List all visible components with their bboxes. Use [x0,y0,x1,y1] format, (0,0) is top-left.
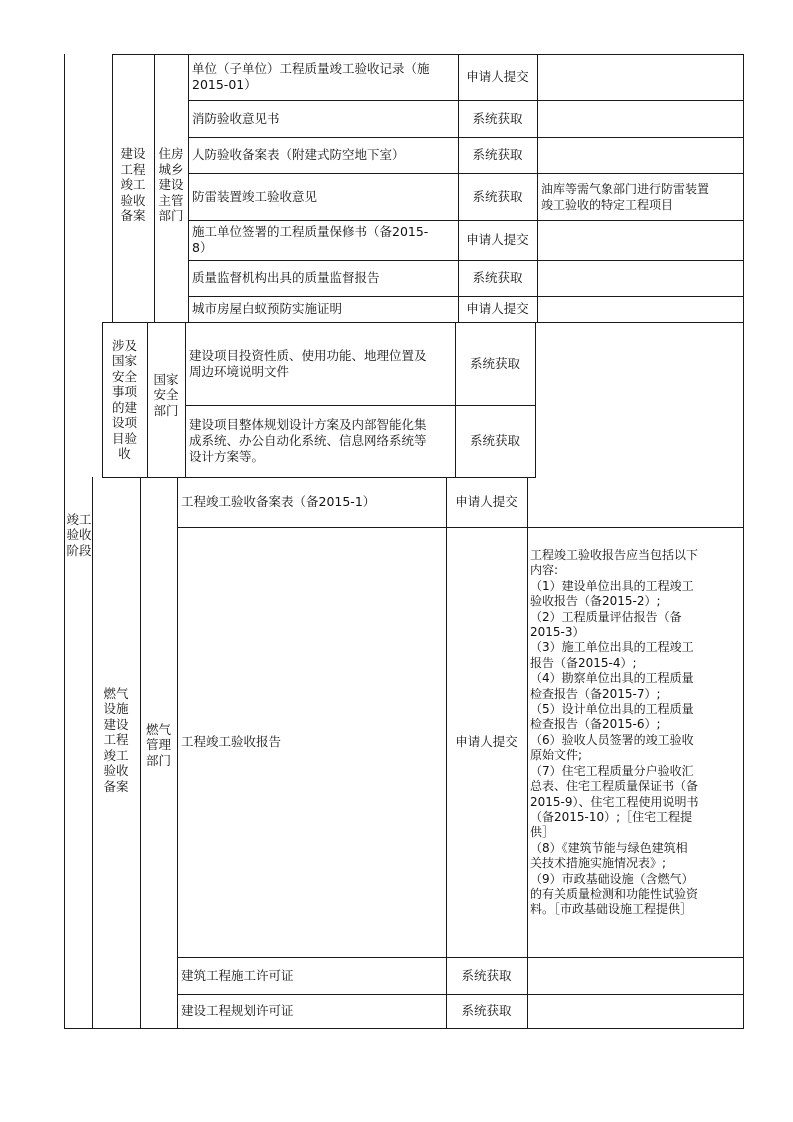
material-cell: 施工单位签署的工程质量保修书（备2015- 8） [192,224,429,255]
method-cell: 系统获取 [461,967,512,983]
table-border-bottom [64,1028,744,1029]
material-cell: 工程竣工验收备案表（备2015-1） [181,494,376,509]
material-cell: 建筑工程施工许可证 [181,967,294,983]
note-cell: 油库等需气象部门进行防雷装置 竣工验收的特定工程项目 [541,181,710,212]
material-cell: 建设项目投资性质、使用功能、地理位置及 周边环境说明文件 [189,347,427,379]
department-label: 燃气 管理 部门 [145,721,171,768]
material-cell: 工程竣工验收报告 [181,734,282,749]
method-cell: 系统获取 [469,355,520,371]
category-label: 涉及 国家 安全 事项 的建 设项 目验 收 [111,337,137,461]
material-cell: 城市房屋白蚁预防实施证明 [192,301,343,316]
category-label: 燃气 设施 建设 工程 竣工 验收 备案 [103,685,129,794]
stage-label: 竣工 验收 阶段 [66,511,92,558]
category-label: 建设 工程 竣工 验收 备案 [120,146,146,224]
material-cell: 消防验收意见书 [192,110,280,126]
method-cell: 系统获取 [472,110,523,126]
method-cell: 系统获取 [472,147,523,162]
material-cell: 防雷装置竣工验收意见 [192,188,318,204]
material-cell: 建设工程规划许可证 [181,1003,294,1018]
method-cell: 申请人提交 [455,494,518,509]
table-border-right [743,54,744,1029]
material-cell: 单位（子单位）工程质量竣工验收记录（施 2015-01） [192,61,430,92]
method-cell: 申请人提交 [466,69,529,84]
table-line [535,322,536,477]
method-cell: 申请人提交 [466,232,529,247]
material-cell: 人防验收备案表（附建式防空地下室） [192,147,405,162]
method-cell: 系统获取 [472,270,523,285]
table-line [527,477,528,1029]
material-cell: 建设项目整体规划设计方案及内部智能化集 成系统、办公自动化系统、信息网络系统等 设计方案等。 [189,417,427,464]
department-label: 国家 安全 部门 [153,371,179,418]
method-cell: 系统获取 [461,1003,512,1018]
method-cell: 申请人提交 [455,734,518,749]
note-cell: 工程竣工验收报告应当包括以下 内容: （1）建设单位出具的工程竣工 验收报告（备2015-2）; （2）工程质量评估报告（备 2015-3） （3）施工单位出具的工程竣工 报告（备2015-4）; （4）勘察单位出具的工程质量 检查报告（备2015-7）; （5）设计单位出具的工程质量 检查报告（备2015-6）; （6）验收人员签署的竣工验收 原始文件; （7）住宅工程质量分户验收汇 总表、住宅工程质量保证书（备 2015-9）、住宅工程使用说明书 （备2015-10）;［住宅工程提 供］ （8）《建筑节能与绿色建筑相 关技术措施实施情况表》; （9）市政基础设施（含燃气） 的有关质量检测和功能性试验资 料。［市政基础设施工程提供］ [530,548,699,917]
department-label: 住房 城乡 建设 主管 部门 [158,146,184,224]
method-cell: 系统获取 [472,188,523,204]
method-cell: 申请人提交 [466,301,529,316]
material-cell: 质量监督机构出具的质量监督报告 [192,270,380,285]
method-cell: 系统获取 [469,433,520,448]
